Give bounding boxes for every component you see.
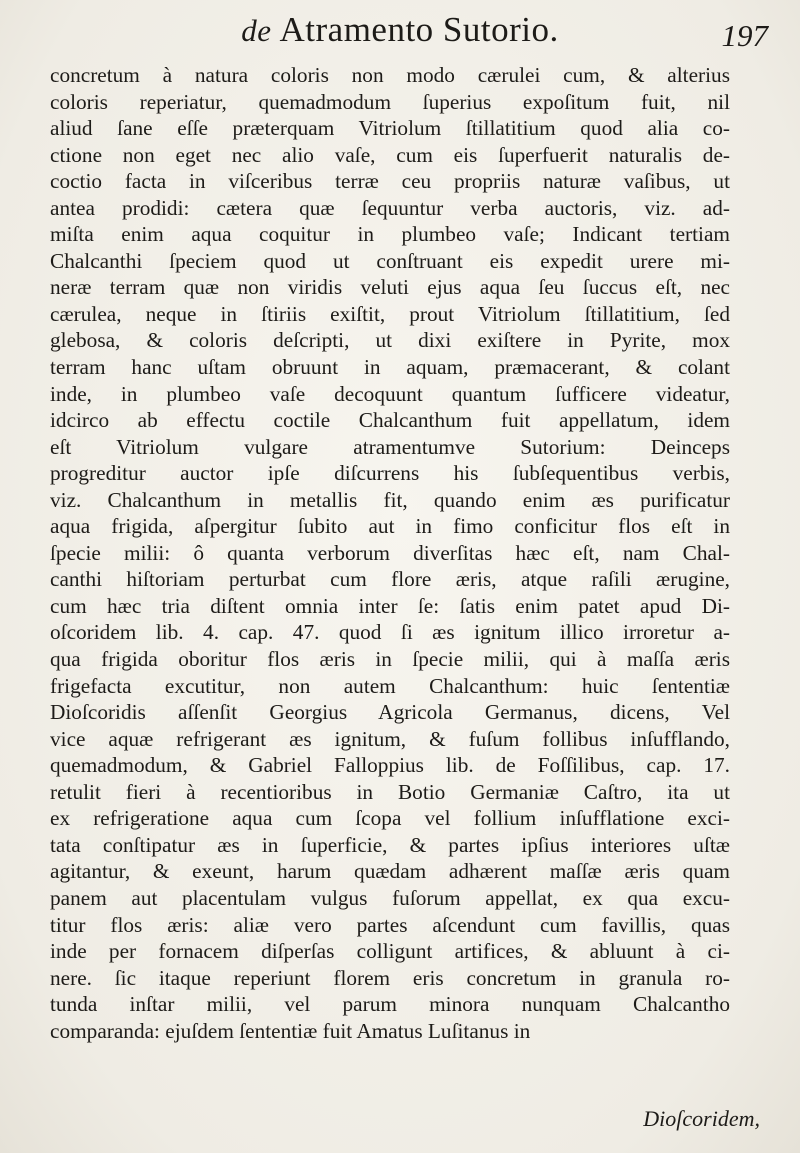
text-line: miſta enim aqua coquitur in plumbeo vaſe; Indicant tertiam	[50, 222, 730, 247]
text-line: inde, in plumbeo vaſe decoquunt quantum ſufficere videatur,	[50, 381, 730, 406]
page-number: 197	[721, 18, 768, 53]
text-line: coctio facta in viſceribus terræ ceu propriis naturæ vaſibus, ut	[50, 169, 730, 194]
text-line: agitantur, & exeunt, harum quædam adhærent maſſæ æris quam	[50, 859, 730, 884]
text-line: aliud ſane eſſe præterquam Vitriolum ſtillatitium quod alia co-	[50, 116, 730, 141]
text-line: antea prodidi: cætera quæ ſequuntur verba auctoris, viz. ad-	[50, 195, 730, 220]
text-line: cærulea, neque in ſtiriis exiſtit, prout Vitriolum ſtillatitium, ſed	[50, 301, 730, 326]
text-line: ex refrigeratione aqua cum ſcopa vel follium inſufflatione exci-	[50, 806, 730, 831]
text-line: ſpecie milii: ô quanta verborum diverſitas hæc eſt, nam Chal-	[50, 540, 730, 565]
text-line: tunda inſtar milii, vel parum minora nunquam Chalcantho	[50, 992, 730, 1017]
text-line: aqua frigida, aſpergitur ſubito aut in fimo conficitur flos eſt in	[50, 514, 730, 539]
text-line: panem aut placentulam vulgus fuſorum appellat, ex qua excu-	[50, 885, 730, 910]
text-line: eſt Vitriolum vulgare atramentumve Sutorium: Deinceps	[50, 434, 730, 459]
text-line: progreditur auctor ipſe diſcurrens his ſubſequentibus verbis,	[50, 461, 730, 486]
text-line: ctione non eget nec alio vaſe, cum eis ſuperfuerit naturalis de-	[50, 142, 730, 167]
text-line: vice aquæ refrigerant æs ignitum, & fuſum follibus inſufflando,	[50, 726, 730, 751]
text-line: coloris reperiatur, quemadmodum ſuperius expoſitum fuit, nil	[50, 89, 730, 114]
running-head-prefix: de	[241, 13, 272, 48]
text-line: titur flos æris: aliæ vero partes aſcendunt cum favillis, quas	[50, 912, 730, 937]
text-line: concretum à natura coloris non modo cærulei cum, & alterius	[50, 63, 730, 87]
text-line: comparanda: ejuſdem ſententiæ fuit Amatus Luſitanus in	[50, 1018, 531, 1043]
text-line: qua frigida oboritur flos æris in ſpecie milii, qui à maſſa æris	[50, 647, 730, 672]
text-line: terram hanc uſtam obruunt in aquam, præmacerant, & colant	[50, 355, 730, 380]
text-line: tata conſtipatur æs in ſuperficie, & partes ipſius interiores uſtæ	[50, 832, 730, 857]
text-line: quemadmodum, & Gabriel Falloppius lib. de Foſſilibus, cap. 17.	[50, 753, 730, 778]
text-line: cum hæc tria diſtent omnia inter ſe: ſatis enim patet apud Di-	[50, 593, 730, 618]
text-line: Chalcanthi ſpeciem quod ut conſtruant eis expedit urere mi-	[50, 248, 730, 273]
text-line: glebosa, & coloris deſcripti, ut dixi exiſtere in Pyrite, mox	[50, 328, 730, 353]
text-line: retulit fieri à recentioribus in Botio Germaniæ Caſtro, ita ut	[50, 779, 730, 804]
text-line: nere. ſic itaque reperiunt florem eris concretum in granula ro-	[50, 965, 730, 990]
text-line: oſcoridem lib. 4. cap. 47. quod ſi æs ignitum illico irroretur a-	[50, 620, 730, 645]
page-header	[20, 6, 780, 58]
text-line: viz. Chalcanthum in metallis fit, quando enim æs purificatur	[50, 487, 730, 512]
text-line: frigefacta excutitur, non autem Chalcanthum: huic ſententiæ	[50, 673, 730, 698]
text-line: neræ terram quæ non viridis veluti ejus aqua ſeu ſuccus eſt, nec	[50, 275, 730, 300]
text-line: canthi hiſtoriam perturbat cum flore æris, atque raſili ærugine,	[50, 567, 730, 592]
body-text	[50, 62, 730, 1044]
text-line: inde per fornacem diſperſas colligunt artifices, & abluunt à ci-	[50, 939, 730, 964]
text-line: idcirco ab effectu coctile Chalcanthum fuit appellatum, idem	[50, 408, 730, 433]
text-line: Dioſcoridis aſſenſit Georgius Agricola Germanus, dicens, Vel	[50, 700, 730, 725]
catchword: Dioſcoridem,	[643, 1106, 760, 1131]
running-head	[20, 10, 780, 50]
running-head-title: Atramento Sutorio.	[279, 10, 559, 49]
